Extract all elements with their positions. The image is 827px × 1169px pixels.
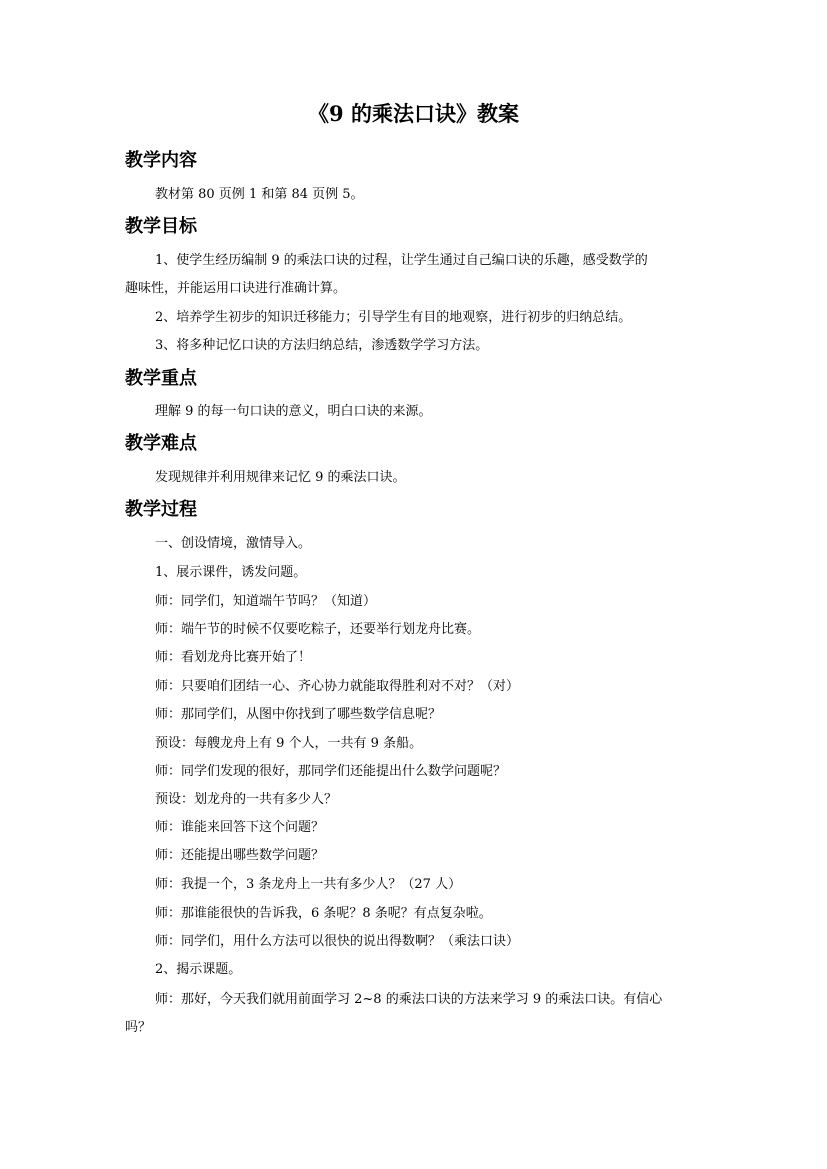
process-last-line-1: 师：那好，今天我们就用前面学习 2~8 的乘法口诀的方法来学习 9 的乘法口诀。有信心 (155, 992, 663, 1007)
process-line: 师：端午节的时候不仅要吃粽子，还要举行划龙舟比赛。 (155, 622, 481, 637)
heading-difficulty: 教学难点 (125, 433, 197, 454)
goal-item-3: 3、将多种记忆口诀的方法归纳总结，渗透数学学习方法。 (155, 338, 489, 353)
process-line: 师：同学们，知道端午节吗？（知道） (155, 594, 377, 609)
process-last-line-2: 吗？ (125, 1020, 152, 1035)
heading-key: 教学重点 (125, 368, 197, 389)
key-text: 理解 9 的每一句口诀的意义，明白口诀的来源。 (155, 404, 432, 419)
process-line: 预设：划龙舟的一共有多少人？ (155, 792, 338, 807)
process-line: 师：那谁能很快的告诉我，6 条呢？8 条呢？有点复杂啦。 (155, 906, 492, 921)
heading-content: 教学内容 (125, 150, 197, 171)
goal-item-1-line-2: 趣味性，并能运用口诀进行准确计算。 (125, 281, 347, 296)
heading-process: 教学过程 (125, 499, 197, 520)
process-line: 师：还能提出哪些数学问题？ (155, 848, 325, 863)
process-line: 2、揭示课题。 (155, 962, 242, 977)
process-line: 师：我提一个，3 条龙舟上一共有多少人？（27 人） (155, 877, 462, 892)
process-line: 师：那同学们，从图中你找到了哪些数学信息呢？ (155, 707, 442, 722)
process-line: 一、创设情境，激情导入。 (155, 536, 312, 551)
process-line: 预设：每艘龙舟上有 9 个人，一共有 9 条船。 (155, 736, 423, 751)
process-line: 师：谁能来回答下这个问题？ (155, 820, 325, 835)
goal-item-1-line-1: 1、使学生经历编制 9 的乘法口诀的过程，让学生通过自己编口诀的乐趣，感受数学的 (155, 253, 648, 268)
heading-goals: 教学目标 (125, 216, 197, 237)
process-line: 师：只要咱们团结一心、齐心协力就能取得胜利对不对？（对） (155, 679, 520, 694)
process-line: 师：看划龙舟比赛开始了！ (155, 650, 312, 665)
process-line: 师：同学们，用什么方法可以很快的说出得数啊？（乘法口诀） (155, 934, 520, 949)
goal-item-2: 2、培养学生初步的知识迁移能力；引导学生有目的地观察，进行初步的归纳总结。 (155, 310, 632, 325)
process-line: 师：同学们发现的很好，那同学们还能提出什么数学问题呢？ (155, 764, 507, 779)
document-title: 《9 的乘法口诀》教案 (308, 101, 519, 126)
content-text: 教材第 80 页例 1 和第 84 页例 5。 (155, 187, 364, 202)
process-line: 1、展示课件，诱发问题。 (155, 565, 307, 580)
difficulty-text: 发现规律并利用规律来记忆 9 的乘法口诀。 (155, 470, 406, 485)
